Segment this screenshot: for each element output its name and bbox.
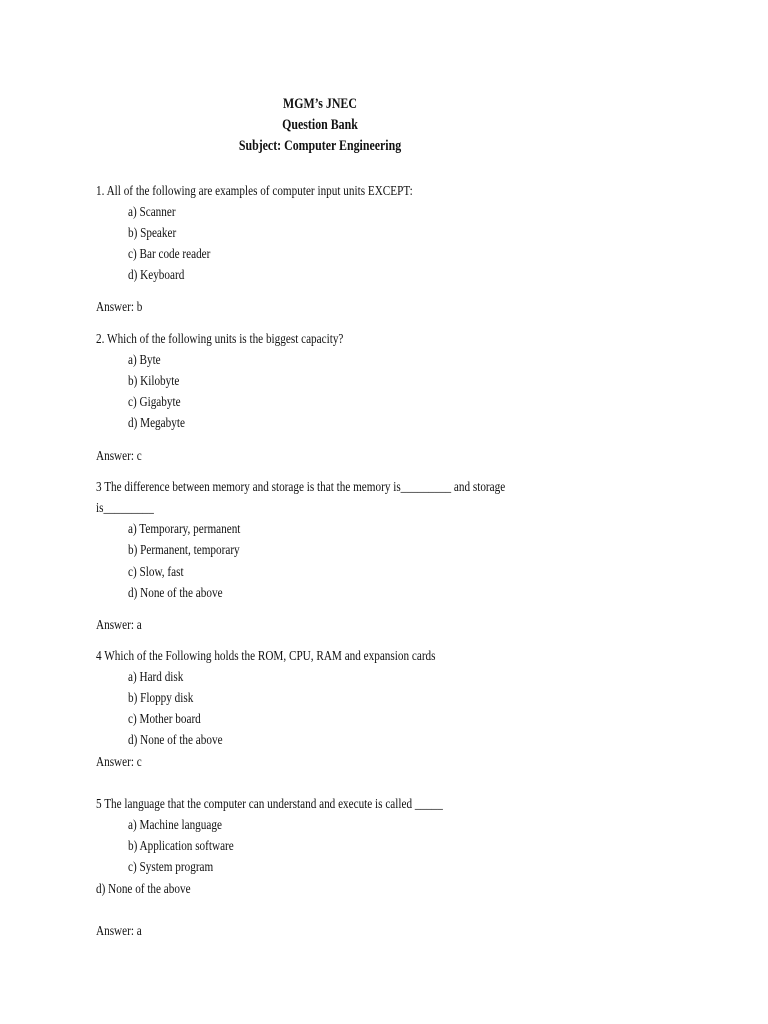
question-2-text: 2. Which of the following units is the biggest capacity?: [96, 332, 344, 347]
question-1-option-b: b) Speaker: [128, 226, 177, 241]
question-2-option-d: d) Megabyte: [128, 416, 185, 431]
question-2-option-a: a) Byte: [128, 353, 161, 368]
question-4-option-c: c) Mother board: [128, 712, 201, 727]
document-header: [58, 94, 583, 157]
question-1-text: 1. All of the following are examples of computer input units EXCEPT:: [96, 184, 413, 199]
question-1-answer: Answer: b: [96, 300, 143, 315]
subject-title: Subject: Computer Engineering: [238, 138, 402, 154]
question-4-text: 4 Which of the Following holds the ROM, CPU, RAM and expansion cards: [96, 649, 436, 664]
question-5-option-c: c) System program: [128, 860, 214, 875]
question-5-option-d: d) None of the above: [96, 882, 191, 897]
question-4-option-a: a) Hard disk: [128, 670, 184, 685]
question-2-answer: Answer: c: [96, 449, 142, 464]
institution-title: MGM’s JNEC: [283, 96, 357, 112]
question-3-option-b: b) Permanent, temporary: [128, 543, 240, 558]
question-3-option-d: d) None of the above: [128, 586, 223, 601]
question-3-option-a: a) Temporary, permanent: [128, 522, 241, 537]
question-1-option-c: c) Bar code reader: [128, 247, 211, 262]
question-4-answer: Answer: c: [96, 755, 142, 770]
question-3-text-continued: is_________: [96, 501, 154, 516]
question-3-option-c: c) Slow, fast: [128, 565, 184, 580]
document-title: Question Bank: [282, 117, 358, 133]
question-2-option-b: b) Kilobyte: [128, 374, 180, 389]
question-3-text: 3 The difference between memory and storage is that the memory is_________ and storage: [96, 480, 506, 495]
question-5-text: 5 The language that the computer can understand and execute is called _____: [96, 797, 443, 812]
question-3-answer: Answer: a: [96, 618, 142, 633]
question-5-option-b: b) Application software: [128, 839, 234, 854]
question-5-option-a: a) Machine language: [128, 818, 222, 833]
question-5-answer: Answer: a: [96, 924, 142, 939]
question-1-option-d: d) Keyboard: [128, 268, 185, 283]
question-4-option-d: d) None of the above: [128, 733, 223, 748]
question-1-option-a: a) Scanner: [128, 205, 176, 220]
question-2-option-c: c) Gigabyte: [128, 395, 181, 410]
question-4-option-b: b) Floppy disk: [128, 691, 194, 706]
